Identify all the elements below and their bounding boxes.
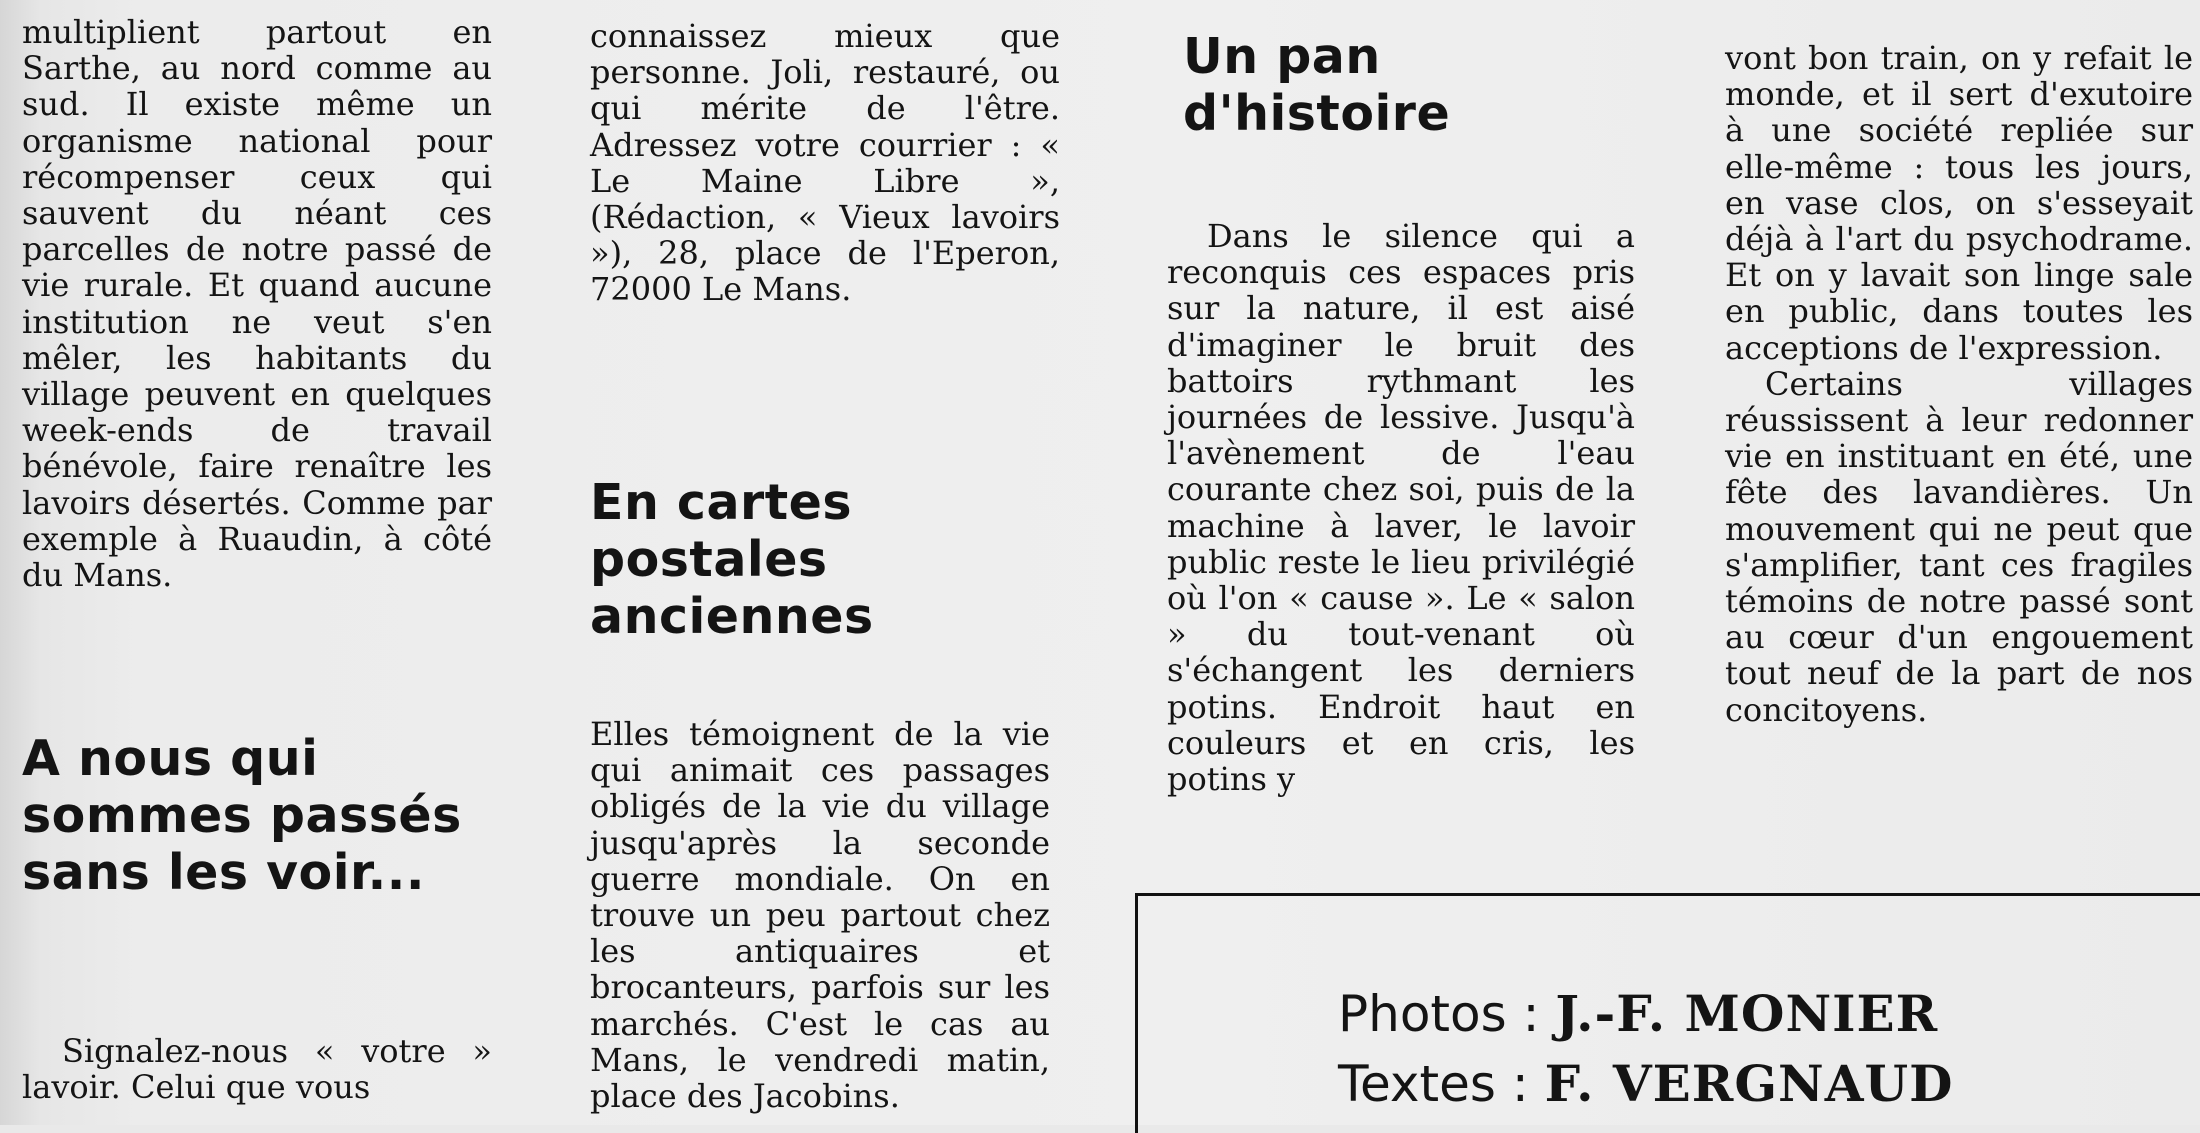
col2-paragraph-1: connaissez mieux que personne. Joli, restauré, ou qui mérite de l'être. Adressez votre courrier : « Le Maine Libre », (Rédaction, « Vieux lavoirs »), 28, place de l'Eperon, 72000 Le Mans. bbox=[590, 17, 1060, 309]
col1-paragraph-2: Signalez-nous « votre » lavoir. Celui que vous bbox=[22, 1032, 492, 1107]
column-3 bbox=[1167, 218, 1635, 797]
col4-paragraph-1: vont bon train, on y refait le monde, et il sert d'exutoire à une société repliée sur elle-même : tous les jours, en vase clos, on s'esseyait déjà à l'art du psychodrame. Et on y lavait son linge sale en public, dans toutes les acceptions de l'expression. bbox=[1725, 39, 2193, 367]
col4-paragraph-2: Certains villages réussissent à leur redonner vie en instituant en été, une fête des lavandières. Un mouvement qui ne peut que s'amplifier, tant ces fragiles témoins de notre passé sont au cœur d'un engouement tout neuf de la part de nos concitoyens. bbox=[1725, 364, 2193, 729]
heading-cartes-postales: En cartes postales anciennes bbox=[590, 474, 874, 645]
heading-a-nous: A nous qui sommes passés sans les voir... bbox=[22, 730, 462, 901]
photos-label: Photos : bbox=[1338, 985, 1540, 1043]
photos-credit bbox=[1338, 984, 1938, 1043]
col3-paragraph-1: Dans le silence qui a reconquis ces espaces pris sur la nature, il est aisé d'imaginer le bruit des battoirs rythmant les journées de lessive. Jusqu'à l'avènement de l'eau courante chez soi, puis de la machine à laver, le lavoir public reste le lieu privilégié où l'on « cause ». Le « salon » du tout-venant où s'échangent les derniers potins. Endroit haut en couleurs et en cris, les potins y bbox=[1167, 217, 1635, 799]
texts-label: Textes : bbox=[1338, 1055, 1529, 1113]
credits-box bbox=[1135, 893, 2200, 1133]
column-4 bbox=[1725, 40, 2193, 728]
column-2 bbox=[590, 18, 1060, 308]
column-1-lower bbox=[22, 1033, 492, 1105]
column-2-lower bbox=[590, 716, 1050, 1114]
heading-pan-histoire: Un pan d'histoire bbox=[1183, 28, 1451, 142]
column-1-heading-block bbox=[22, 730, 492, 901]
photos-name: J.-F. MONIER bbox=[1555, 984, 1939, 1043]
col2-paragraph-2: Elles témoignent de la vie qui animait ces passages obligés de la vie du village jusqu'après la seconde guerre mondiale. On en trouve un peu partout chez les antiquaires et brocanteurs, parfois sur les marchés. C'est le cas au Mans, le vendredi matin, place des Jacobins. bbox=[590, 715, 1050, 1116]
texts-credit bbox=[1338, 1054, 1954, 1113]
texts-name: F. VERGNAUD bbox=[1544, 1054, 1954, 1113]
column-1 bbox=[22, 14, 492, 593]
col1-paragraph-1: multiplient partout en Sarthe, au nord comme au sud. Il existe même un organisme national pour récompenser ceux qui sauvent du néant ces parcelles de notre passé de vie rurale. Et quand aucune institution ne veut s'en mêler, les habitants du village peuvent en quelques week-ends de travail bénévole, faire renaître les lavoirs désertés. Comme par exemple à Ruaudin, à côté du Mans. bbox=[22, 13, 492, 595]
column-3-heading-block bbox=[1183, 28, 1623, 142]
column-2-heading-block bbox=[590, 474, 1060, 645]
